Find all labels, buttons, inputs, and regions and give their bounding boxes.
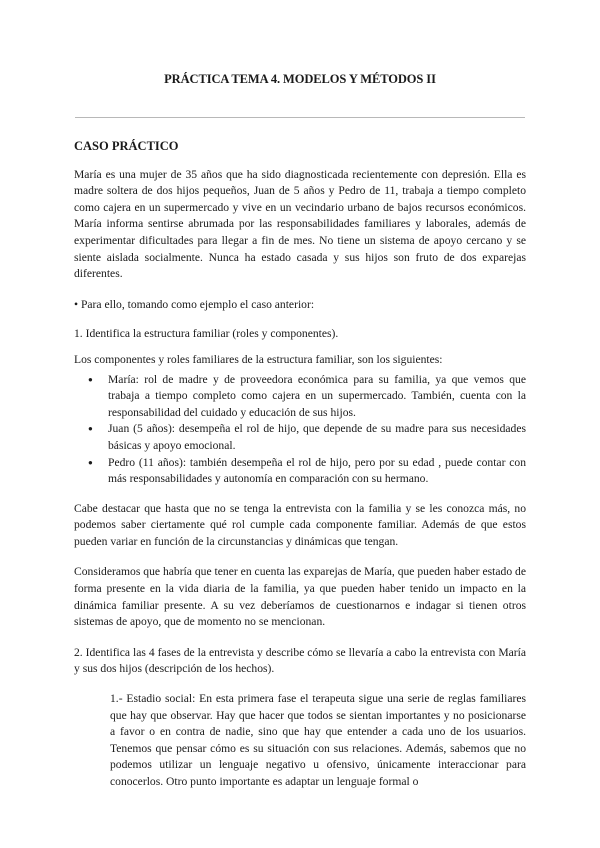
question-2: 2. Identifica las 4 fases de la entrevista y describe cómo se llevaría a cabo la entrevista con María y sus dos hijos (descripción de los hechos). <box>74 645 526 676</box>
roles-list <box>74 372 526 488</box>
section-heading: CASO PRÁCTICO <box>74 139 179 153</box>
question-1: 1. Identifica la estructura familiar (roles y componentes). <box>74 327 339 341</box>
document-body <box>74 138 526 791</box>
list-item-juan: ● Juan (5 años): desempeña el rol de hijo, que depende de su madre para sus necesidades básicas y apoyo emocional. <box>108 421 526 454</box>
paragraph-roles-note: Cabe destacar que hasta que no se tenga la entrevista con la familia y se les conozca más, no podemos saber ciertamente qué rol cumple cada componente familiar. Además de que estos pueden variar en función de la circunstancias y dinámicas que tengan. <box>74 501 526 548</box>
paragraph-exparejas: Consideramos que habría que tener en cuenta las exparejas de María, que pueden haber estado de forma presente en la vida diaria de la familia, ya que pueden haber tenido un impacto en la dinámica familiar presente. A su vez deberíamos de cuestionarnos e indagar si tienen otros sistemas de apoyo, que de momento no se mencionan. <box>74 565 526 629</box>
case-paragraph: María es una mujer de 35 años que ha sido diagnosticada recientemente con depresión. Ella es madre soltera de dos hijos pequeños, Juan de 5 años y Pedro de 11, trabaja a tiempo completo como cajera en un supermercado y vive en un vecindario urbano de bajos recursos económicos. María informa sentirse abrumada por las responsabilidades familiares y laborales, además de experimentar dificultades para llegar a fin de mes. No tiene un sistema de apoyo cercano y se siente aislada socialmente. Nunca ha estado casada y sus hijos son fruto de dos exparejas diferentes. <box>74 167 526 281</box>
phase-1-paragraph: 1.- Estadio social: En esta primera fase el terapeuta sigue una serie de reglas familiares que hay que observar. Hay que hacer que todos se sientan importantes y no posicionarse a favor o en contra de nadie, sino que hay que entender a cada uno de los usuarios. Tenemos que pensar cómo es su situación con sus relaciones. Además, sabemos que no podemos utilizar un lenguaje negativo u ofensivo, únicamente interaccionar para conocerlos. Otro punto importante es adaptar un lenguaje formal o <box>110 692 526 788</box>
document-title: PRÁCTICA TEMA 4. MODELOS Y MÉTODOS II <box>164 72 436 86</box>
intro-line: • Para ello, tomando como ejemplo el caso anterior: <box>74 297 315 311</box>
horizontal-rule <box>75 117 525 118</box>
question-1-lead: Los componentes y roles familiares de la estructura familiar, son los siguientes: <box>74 352 443 366</box>
list-item-pedro: ● Pedro (11 años): también desempeña el rol de hijo, pero por su edad , puede contar con más responsabilidades y autonomía en comparación con su hermano. <box>108 455 526 488</box>
list-item-maria: ● María: rol de madre y de proveedora económica para su familia, ya que vemos que trabaja a tiempo completo como cajera en un supermercado. También, cuenta con la responsabilidad del cuidado y educación de sus hijos. <box>108 372 526 422</box>
